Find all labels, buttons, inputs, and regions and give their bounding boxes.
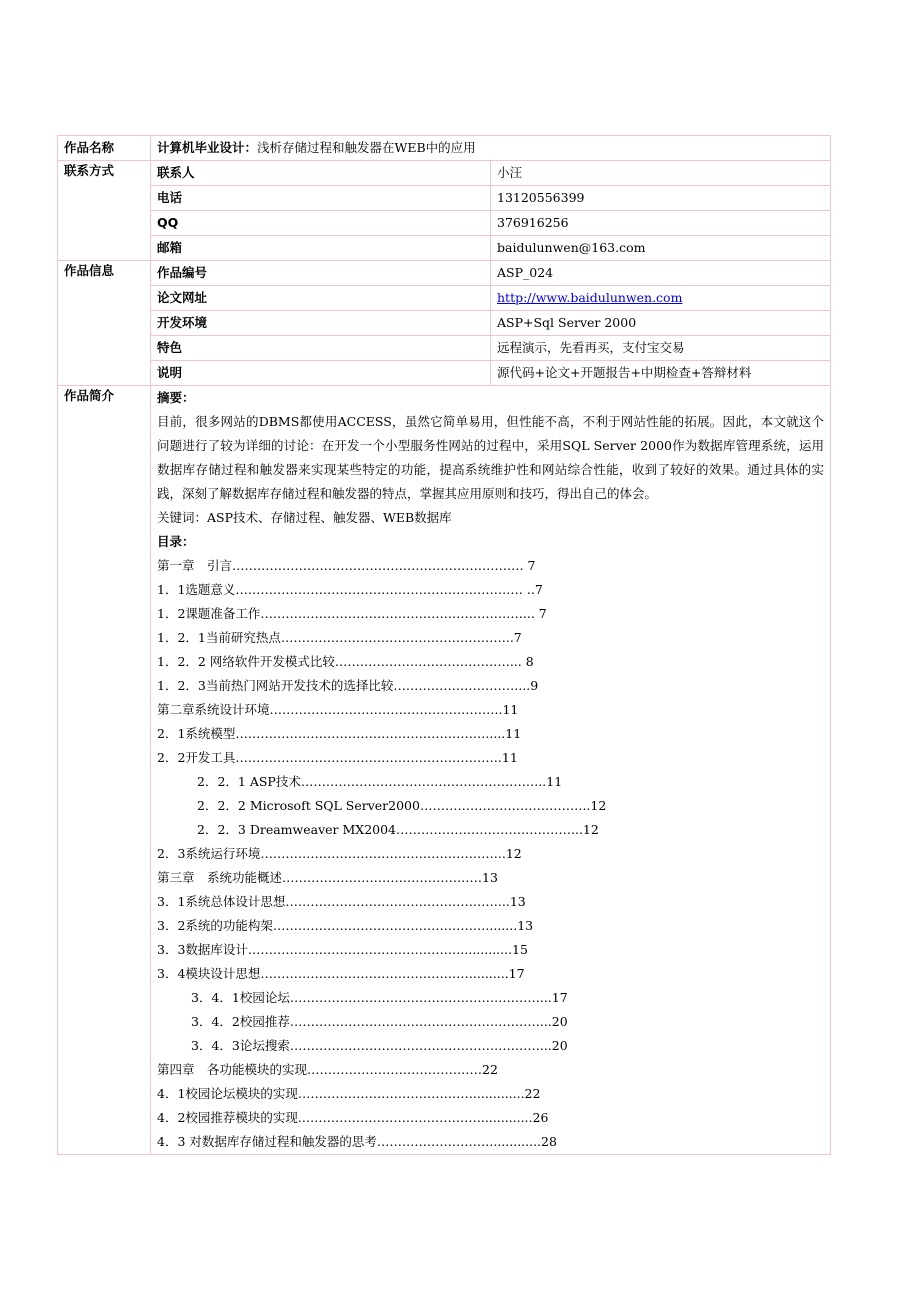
feature-key: 特色: [151, 336, 491, 361]
toc-item: 第一章 引言……………………………………………………………. 7: [157, 558, 536, 573]
note-value: 源代码+论文+开题报告+中期检查+答辩材料: [491, 361, 831, 386]
abstract-heading: 摘要：: [157, 390, 195, 405]
phone-key: 电话: [151, 186, 491, 211]
toc-item: 4．1校园论坛模块的实现…………………………………….............22: [157, 1086, 541, 1101]
work-info-label: 作品信息: [58, 261, 151, 386]
abstract-text: 目前，很多网站的DBMS都使用ACCESS，虽然它简单易用，但性能不高，不利于网站性能的拓展。因此，本文就这个问题进行了较为详细的讨论：在开发一个小型服务性网站的过程中，采用SQL Server 2000作为数据库管理系统，运用数据库存储过程和触发器来实现某些特定的功能，提高系统维护性和网站综合性能，收到了较好的效果。通过具体的实践，深刻了解数据库存储过程和触发器的特点，掌握其应用原则和技巧，得出自己的体会。: [157, 414, 824, 501]
email-key: 邮箱: [151, 236, 491, 261]
url-value: [491, 286, 831, 311]
note-key: 说明: [151, 361, 491, 386]
toc-list: [157, 554, 824, 1154]
toc-item: 3．4．1校园论坛……………………………………………………...17: [191, 990, 568, 1005]
toc-item: 2．2开发工具……………………………………………………….11: [157, 750, 518, 765]
toc-item: 1．2．3当前热门网站开发技术的选择比较…………………………...9: [157, 678, 539, 693]
toc-item: 2．3系统运行环境…………………………………………………..12: [157, 846, 522, 861]
toc-item: 1．1选题意义…………………………………………………………… ..7: [157, 582, 543, 597]
dev-env-key: 开发环境: [151, 311, 491, 336]
toc-item: 3．4．2校园推荐……………………………………………………...20: [191, 1014, 568, 1029]
title-text: 浅析存储过程和触发器在WEB中的应用: [257, 140, 476, 155]
toc-item: 2．2．2 Microsoft SQL Server2000…………………………………..12: [197, 798, 607, 813]
toc-item: 3．4．3论坛搜索……………………………………………………...20: [191, 1038, 568, 1053]
email-value: baidulunwen@163.com: [491, 236, 831, 261]
toc-item: 第二章系统设计环境………………………………………………..11: [157, 702, 519, 717]
toc-item: 1．2．2 网络软件开发模式比较……………………………………... 8: [157, 654, 534, 669]
toc-item: 1．2课题准备工作………………………………………………………... 7: [157, 606, 547, 621]
url-key: 论文网址: [151, 286, 491, 311]
toc-item: 第四章 各功能模块的实现……………………………………22: [157, 1062, 498, 1077]
info-table: [57, 135, 831, 1155]
work-id-value: ASP_024: [491, 261, 831, 286]
toc-item: 2．1系统模型…………………………………………………….....11: [157, 726, 522, 741]
toc-item: 2．2．1 ASP技术…………………………………………………..11: [197, 774, 563, 789]
phone-value: 13120556399: [491, 186, 831, 211]
intro-label: 作品简介: [58, 386, 151, 1155]
toc-item: 3．2系统的功能构架……………………………………………........13: [157, 918, 534, 933]
qq-key: QQ: [151, 211, 491, 236]
phone-row: [58, 186, 831, 211]
contact-row: [58, 161, 831, 186]
qq-value: 376916256: [491, 211, 831, 236]
qq-row: [58, 211, 831, 236]
toc-item: 2．2．3 Dreamweaver MX2004……………………………………...12: [197, 822, 599, 837]
work-id-row: [58, 261, 831, 286]
toc-item: 1．2．1当前研究热点………………………………………………..7: [157, 630, 522, 645]
contact-value: 小汪: [491, 161, 831, 186]
toc-item: 3．1系统总体设计思想……………………………………………...13: [157, 894, 526, 909]
toc-item: 3．3数据库设计…………………………………………….............15: [157, 942, 528, 957]
note-row: [58, 361, 831, 386]
url-row: [58, 286, 831, 311]
contact-key: 联系人: [151, 161, 491, 186]
title-label: 作品名称: [58, 136, 151, 161]
intro-row: [58, 386, 831, 1155]
title-prefix: 计算机毕业设计：: [157, 140, 258, 155]
keywords: 关键词：ASP技术、存储过程、触发器、WEB数据库: [157, 510, 452, 525]
paper-url-link[interactable]: http://www.baidulunwen.com: [497, 290, 683, 305]
feature-row: [58, 336, 831, 361]
work-id-key: 作品编号: [151, 261, 491, 286]
contact-label: 联系方式: [58, 161, 151, 261]
title-value: [151, 136, 831, 161]
title-row: [58, 136, 831, 161]
toc-heading: 目录：: [157, 534, 195, 549]
toc-item: 第三章 系统功能概述…………………………………………13: [157, 870, 498, 885]
feature-value: 远程演示，先看再买，支付宝交易: [491, 336, 831, 361]
toc-item: 4．3 对数据库存储过程和触发器的思考……………………….............28: [157, 1134, 557, 1149]
dev-env-value: ASP+Sql Server 2000: [491, 311, 831, 336]
toc-item: 4．2校园推荐模块的实现..…………………………………….............26: [157, 1110, 549, 1125]
dev-env-row: [58, 311, 831, 336]
toc-item: 3．4模块设计思想…………………………………………….........17: [157, 966, 525, 981]
email-row: [58, 236, 831, 261]
intro-content: [151, 386, 831, 1155]
